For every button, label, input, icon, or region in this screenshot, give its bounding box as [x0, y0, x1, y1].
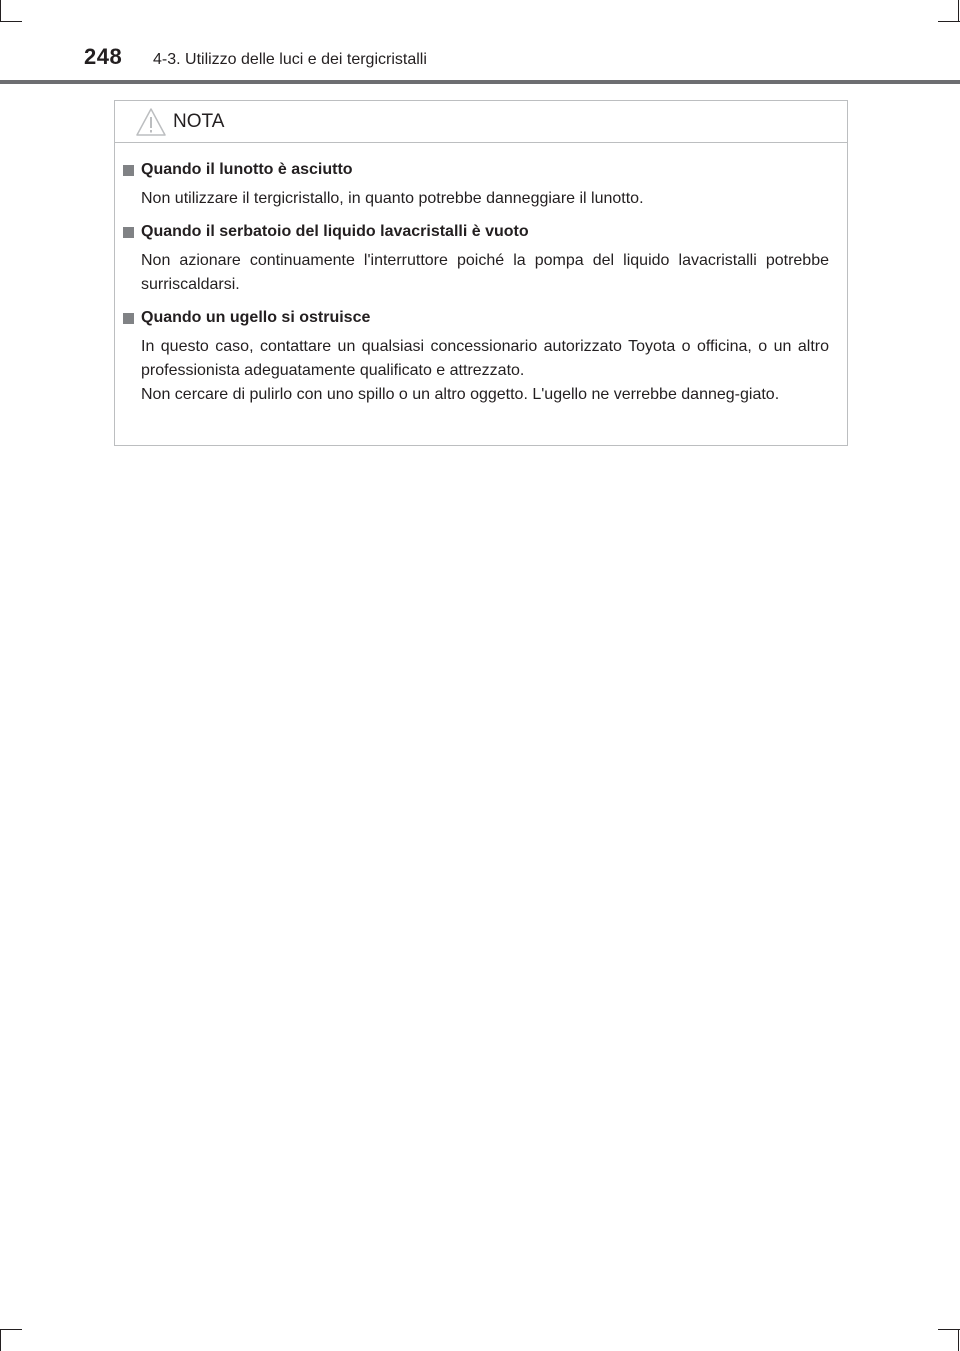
note-body	[115, 143, 847, 407]
note-item-text: Non utilizzare il tergicristallo, in quanto potrebbe danneggiare il lunotto.	[141, 190, 644, 207]
note-title: NOTA	[173, 111, 225, 132]
square-bullet-icon	[123, 227, 134, 238]
note-item	[123, 221, 829, 297]
note-item-heading: Quando un ugello si ostruisce	[141, 309, 371, 326]
note-item-text: In questo caso, contattare un qualsiasi concessionario autorizzato Toyota o officina, o un altro professionista adeguatamente qualificato e attrezzato.	[141, 338, 829, 379]
header-divider	[0, 80, 960, 84]
warning-triangle-icon	[135, 107, 167, 137]
square-bullet-icon	[123, 313, 134, 324]
note-box	[114, 100, 848, 446]
note-item	[123, 159, 829, 211]
note-item	[123, 307, 829, 407]
note-item-heading: Quando il serbatoio del liquido lavacristalli è vuoto	[141, 223, 529, 240]
note-header	[115, 101, 847, 143]
crop-mark	[0, 1329, 1, 1351]
crop-mark	[938, 1329, 960, 1330]
note-item-text: Non azionare continuamente l'interruttore poiché la pompa del liquido lavacristalli potrebbe surriscaldarsi.	[141, 252, 829, 293]
square-bullet-icon	[123, 165, 134, 176]
note-item-text: Non cercare di pulirlo con uno spillo o un altro oggetto. L'ugello ne verrebbe danneg-giato.	[141, 386, 780, 403]
crop-mark	[0, 1329, 22, 1330]
note-item-heading: Quando il lunotto è asciutto	[141, 161, 353, 178]
crop-mark	[958, 1329, 959, 1351]
page-number: 248	[84, 44, 123, 69]
section-title: 4-3. Utilizzo delle luci e dei tergicristalli	[153, 51, 427, 68]
page-header	[0, 0, 960, 90]
